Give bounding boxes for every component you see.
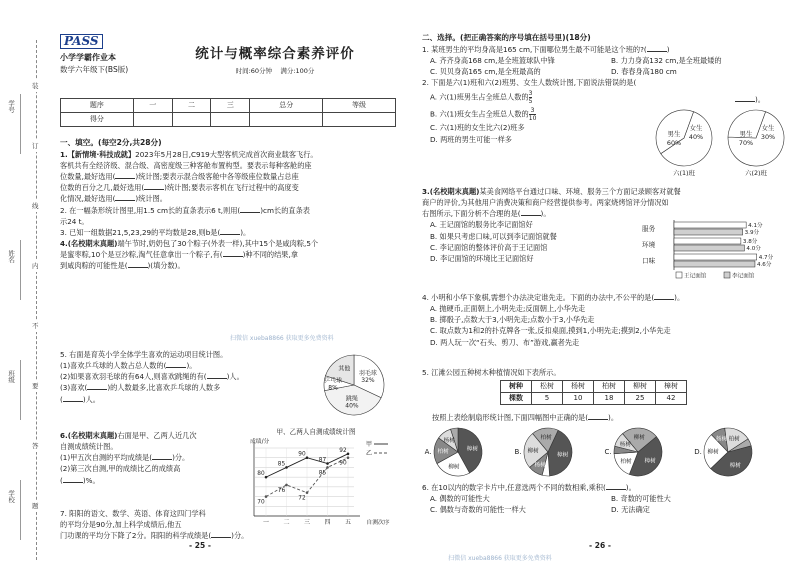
- x-tick-label: 四: [324, 519, 331, 526]
- question-text: )。: [674, 293, 685, 302]
- pie-label: 樟树: [729, 462, 741, 469]
- option-d[interactable]: D. 两人玩一次“石头、剪刀、布”游戏,赢者先走: [430, 337, 580, 347]
- bar-value-label: 4.7分: [758, 255, 774, 261]
- pie-value: 60%: [666, 139, 682, 147]
- y-axis-label: 成绩/分: [250, 439, 270, 445]
- question-text: 客机共有全经济级、混合级、高密度级三种客舱布置构型。要表示每种客舱的座: [60, 160, 312, 170]
- question-text: 5. 江滩公园五种树木种植情况如下表所示。: [422, 368, 561, 377]
- question-text: )统计图;要表示混合级客舱中各等级座位数量占总座: [135, 172, 299, 182]
- option-text: B. 六(1)班女生占全班总人数的: [430, 109, 529, 119]
- pie-title: 六(2)班: [745, 169, 767, 177]
- legend-swatch: [724, 272, 730, 278]
- option-a[interactable]: A. 王记面馆的服务比李记面馆好: [430, 220, 533, 230]
- option-label: C.: [604, 448, 612, 456]
- option-d[interactable]: D. 两班的男生可能一样多: [430, 134, 512, 144]
- tree-count-table: [500, 380, 687, 405]
- data-point: [265, 495, 268, 498]
- table-cell: 柏树: [594, 381, 625, 393]
- data-label: 85: [277, 461, 286, 468]
- pie-label: 柏树: [620, 458, 632, 465]
- score-entry-cell[interactable]: [211, 113, 250, 127]
- pie-label: 羽毛球: [358, 370, 377, 378]
- answer-blank[interactable]: [115, 172, 135, 179]
- legend-label: 王记面馆: [684, 273, 707, 280]
- bar-王记面馆: [674, 238, 741, 244]
- school-line[interactable]: [20, 480, 21, 540]
- pie-label: 柏树: [437, 449, 449, 456]
- data-point: [347, 453, 350, 456]
- table-cell: 5: [532, 393, 563, 405]
- pie-label: 乒乓球: [324, 377, 343, 385]
- score-table: [60, 98, 396, 127]
- question-7: [60, 508, 310, 541]
- answer-blank[interactable]: [647, 45, 667, 52]
- question-text: (1)甲五次自测的平均成绩是(: [60, 453, 153, 463]
- pie-label: 男生: [739, 130, 753, 138]
- question-text: 按照上表绘制扇形统计图,下面四幅图中正确的是(: [432, 413, 589, 422]
- pie-label: 杨树: [619, 442, 631, 449]
- answer-blank[interactable]: [144, 183, 164, 190]
- score-row-label: 得分: [61, 113, 134, 127]
- option-text: A. 六(1)班男生占全班总人数的: [430, 92, 529, 102]
- data-label: 76: [277, 487, 286, 494]
- question-text: )。: [240, 227, 251, 237]
- table-cell: 树种: [501, 381, 532, 393]
- x-tick-label: 五: [344, 519, 352, 526]
- question-text: 2. 下面是六(1)班和六(2)班男、女生人数统计图,下面说法错误的是(: [422, 78, 637, 88]
- category-label: 环境: [642, 241, 656, 249]
- answer-blank[interactable]: [63, 395, 83, 402]
- data-point: [347, 456, 350, 459]
- score-entry-cell[interactable]: [133, 113, 172, 127]
- seal-char: 要: [32, 380, 39, 392]
- score-header-cell: 一: [133, 99, 172, 113]
- score-header-cell: 等级: [323, 99, 396, 113]
- question-text: )统计图;要表示客机在飞行过程中的高度变: [164, 183, 299, 193]
- question-text: 3. 已知一组数据21,5,23,29的平均数是28,则b是(: [60, 227, 221, 237]
- answer-blank[interactable]: [87, 383, 107, 390]
- pie-label: 柏树: [728, 436, 740, 443]
- legend-label: 李记面馆: [732, 273, 755, 280]
- option-b[interactable]: B. 奇数的可能性大: [611, 494, 671, 504]
- question-text: 位数量,最好选用(: [60, 172, 116, 182]
- data-point: [285, 484, 288, 487]
- class-label: 班级: [7, 370, 16, 383]
- grade-edition: 数学六年级下(BS版): [60, 65, 129, 75]
- watermark: 扫微信 xueba8866 获取更多免费资料: [230, 335, 334, 342]
- pie-label: 杨树: [715, 436, 728, 443]
- question-text: 2. 在一幅条形统计图里,用1.5 cm长的直条表示6 t,则用(: [60, 205, 241, 215]
- question-tag: 4.(名校期末真题): [60, 239, 118, 249]
- option-c[interactable]: C. 偶数与奇数的可能性一样大: [430, 505, 526, 515]
- pie-value: 8%: [328, 384, 338, 392]
- legend-swatch: [676, 272, 682, 278]
- table-cell: 柳树: [625, 381, 656, 393]
- question-text: 位数的百分之几,最好选用(: [60, 183, 145, 193]
- pie-label: 女生: [761, 124, 775, 132]
- question-6: 6.(名校期末真题)右面是甲、乙两人近几次 自测成绩统计图。 (1)甲五次自测的平均成绩是( )分。 (2)第三次自测,甲的成绩比乙的成绩高 ( )%。: [60, 431, 197, 485]
- pie-value: 70%: [738, 139, 754, 147]
- seal-char: 线: [32, 200, 39, 212]
- score-header-row: [61, 99, 396, 113]
- question-text: 6. 在10以内的数字卡片中,任意选两个不同的数相乘,乘积(: [422, 483, 606, 492]
- question-text: (2)第三次自测,甲的成绩比乙的成绩高: [60, 464, 181, 474]
- bar-李记面馆: [674, 261, 755, 267]
- option-label: D.: [694, 448, 702, 456]
- answer-blank[interactable]: [521, 209, 541, 216]
- choice-question-1: [422, 44, 792, 77]
- score-entry-cell[interactable]: [250, 113, 323, 127]
- choice-question-4: [422, 292, 792, 348]
- question-text: )种不同的结果,拿: [242, 250, 298, 260]
- data-point: [326, 462, 329, 465]
- right-page: [400, 0, 800, 566]
- bar-李记面馆: [674, 245, 744, 251]
- fraction: [529, 90, 533, 105]
- pie-title: 六(1)班: [673, 169, 695, 177]
- pie-label: 樟树: [557, 452, 569, 459]
- question-text: )的人数最多,比喜欢乒乓球的人数多: [107, 383, 221, 393]
- question-text: 端午节时,奶奶包了30个粽子(外表一样),其中15个是咸肉粽,5个: [117, 239, 319, 249]
- option-b[interactable]: [422, 107, 642, 122]
- exam-info: [160, 66, 390, 76]
- legend-label: 乙: [366, 450, 373, 457]
- pass-logo: PASS: [60, 34, 103, 49]
- bar-value-label: 3.9分: [744, 230, 760, 236]
- table-cell: 棵数: [501, 393, 532, 405]
- question-4: [60, 238, 396, 271]
- table-cell: 18: [594, 393, 625, 405]
- pie-label: 樟树: [466, 446, 479, 453]
- question-text: 4. 小明和小华下象棋,需想个办法决定谁先走。下面的办法中,不公平的是(: [422, 293, 655, 302]
- full-score: 满分:100分: [280, 67, 315, 75]
- class-gender-pie-charts: [650, 106, 790, 178]
- pie-label: 柳树: [633, 435, 645, 442]
- question-text: 某美食网络平台通过口味、环境、服务三个方面记录顾客对就餐: [479, 187, 681, 196]
- question-text: )。: [625, 483, 636, 492]
- answer-blank[interactable]: [211, 531, 231, 538]
- pie-label: 柳树: [527, 448, 539, 455]
- answer-blank[interactable]: [223, 250, 243, 257]
- student-number-line[interactable]: [20, 94, 21, 154]
- student-number-label: 学号: [7, 100, 16, 113]
- score-entry-cell[interactable]: [323, 113, 396, 127]
- pie-label: 樟树: [644, 458, 656, 465]
- section-title: 二、选择。(把正确答案的序号填在括号里)(18分): [422, 33, 591, 42]
- question-text: 右图所示,下面分析不合理的是(: [422, 209, 521, 219]
- x-tick-label: 一: [262, 519, 270, 526]
- data-label: 87: [318, 457, 327, 464]
- bar-value-label: 4.0分: [746, 246, 761, 252]
- answer-blank[interactable]: [63, 476, 83, 483]
- answer-blank[interactable]: [654, 293, 674, 300]
- question-text: 门功课的平均分下降了2分。阳阳的科学成绩是(: [60, 531, 212, 541]
- bar-value-label: 4.6分: [756, 262, 772, 268]
- data-label: 80: [257, 471, 265, 478]
- choice-question-5-prompt: [432, 412, 792, 423]
- pie-value: 40%: [345, 402, 359, 410]
- fraction: [529, 107, 537, 122]
- data-label: 85: [318, 470, 327, 477]
- option-c[interactable]: C. 李记面馆的整体评价高于王记面馆: [430, 242, 548, 252]
- score-entry-row: [61, 113, 396, 127]
- pie-label: 杨树: [534, 462, 546, 469]
- question-text: )人。: [226, 372, 244, 382]
- answer-blank[interactable]: [128, 261, 148, 268]
- answer-paren-q2: [735, 94, 765, 105]
- sports-pie-chart: [316, 349, 392, 421]
- seal-char: 内: [32, 260, 39, 272]
- pie-label: 柏树: [540, 435, 552, 442]
- data-point: [265, 476, 268, 479]
- question-3: [60, 227, 396, 238]
- section-fill-blank: [60, 137, 396, 271]
- option-d[interactable]: D. 无法确定: [611, 505, 650, 515]
- answer-blank[interactable]: [606, 483, 626, 490]
- question-text: )cm长的直条表: [260, 205, 310, 215]
- question-text: 的平均分是90分,加上科学成绩后,他五: [60, 520, 182, 530]
- time-limit: 时间:60分钟: [235, 67, 273, 75]
- question-tag: 1.【新情境·科技成就】: [60, 149, 136, 159]
- question-text: (1)喜欢乒乓球的人数占总人数的(: [60, 361, 167, 371]
- option-a[interactable]: A. 齐齐身高168 cm,是全班篮球队中锋: [430, 55, 555, 65]
- option-c[interactable]: C. 六(1)班的女生比六(2)班多: [430, 123, 525, 133]
- seal-char: 装: [32, 80, 39, 92]
- bar-王记面馆: [674, 222, 746, 228]
- option-a[interactable]: A. 抛硬币,正面朝上,小明先走;反面朝上,小华先走: [430, 304, 586, 314]
- question-text: ): [666, 44, 670, 54]
- question-text: )分。: [231, 531, 249, 541]
- bar-value-label: 4.1分: [748, 223, 763, 229]
- category-label: 服务: [642, 225, 656, 233]
- option-label: B.: [514, 448, 522, 456]
- question-text: )。: [608, 413, 619, 422]
- option-a[interactable]: [422, 90, 642, 105]
- seal-char: 订: [32, 140, 39, 152]
- question-text: 示24 t。: [60, 216, 89, 226]
- question-5: 5. 右面是育英小学全体学生喜欢的运动项目统计图。 (1)喜欢乒乓球的人数占总人数的( )。 (2)如果喜欢羽毛球的有64人,则喜欢跳绳的有( )人。 (3)喜欢( )的人数最多,比喜欢乒乓球的人数多 ( )人。: [60, 350, 244, 404]
- section-title: 一、填空。(每空2分,共28分): [60, 138, 162, 147]
- pie-value: 30%: [760, 133, 776, 141]
- denominator: 5: [528, 98, 533, 106]
- seal-char: 题: [32, 500, 39, 512]
- bar-value-label: 3.8分: [742, 239, 758, 245]
- page-number-left: - 25 -: [189, 541, 211, 550]
- pie-label: 其他: [338, 365, 351, 373]
- question-text: )分。: [172, 453, 190, 463]
- seal-char: 不: [32, 320, 39, 332]
- option-b[interactable]: B. 掷骰子,点数大于3,小明先走;点数小于3,小华先走: [430, 315, 595, 325]
- legend-label: 甲: [366, 441, 373, 448]
- choice-question-6: [422, 482, 792, 515]
- answer-blank[interactable]: [735, 95, 755, 102]
- score-header-cell: 二: [172, 99, 211, 113]
- table-cell: 松树: [532, 381, 563, 393]
- data-point: [285, 466, 288, 469]
- table-cell: 25: [625, 393, 656, 405]
- answer-blank[interactable]: [588, 413, 608, 420]
- question-text: )人。: [82, 394, 100, 404]
- question-text: 右面是甲、乙两人近几次: [117, 431, 197, 440]
- question-text: 1. 某班男生的平均身高是165 cm,下面哪位男生最不可能是这个班的?(: [422, 44, 647, 54]
- question-text: 化情况,最好选用(: [60, 194, 116, 204]
- chart-title: 甲、乙两人自测成绩统计图: [276, 428, 356, 436]
- x-tick-label: 三: [303, 519, 311, 526]
- choice-question-5: [422, 367, 792, 378]
- pie-label: 跳绳: [345, 395, 358, 403]
- question-tag: 3.(名校期末真题): [422, 187, 480, 196]
- question-text: )(填分数)。: [147, 261, 185, 271]
- data-label: 72: [298, 495, 306, 502]
- page-number-right: - 26 -: [589, 541, 611, 550]
- option-b[interactable]: B. 如果只考虑口味,可以到李记面馆就餐: [430, 231, 557, 241]
- numerator: 3: [530, 107, 535, 115]
- pie-value: 40%: [688, 133, 704, 141]
- pie-label: 杨树: [443, 437, 455, 444]
- option-d[interactable]: D. 李记面馆的环境比王记面馆好: [430, 253, 534, 263]
- table-cell: 樟树: [656, 381, 687, 393]
- table-row: [501, 393, 687, 405]
- score-entry-cell[interactable]: [172, 113, 211, 127]
- pie-value: 32%: [361, 377, 375, 385]
- tree-pie-options: [424, 424, 794, 480]
- series-name: 小学学霸作业本: [60, 53, 116, 62]
- question-2: [60, 205, 396, 227]
- seal-dashed-line: [36, 40, 37, 560]
- table-cell: 10: [563, 393, 594, 405]
- denominator: 10: [528, 115, 537, 123]
- answer-blank[interactable]: [115, 194, 135, 201]
- data-point: [326, 466, 329, 469]
- category-label: 口味: [642, 257, 656, 265]
- question-text: 自测成绩统计图。: [60, 442, 118, 452]
- table-cell: 杨树: [563, 381, 594, 393]
- option-b[interactable]: B. 力力身高132 cm,是全班最矮的: [611, 55, 722, 65]
- question-text: 7. 阳阳的语文、数学、英语、体育这四门学科: [60, 509, 206, 518]
- pie-label: 柳树: [707, 449, 719, 456]
- data-point: [306, 491, 309, 494]
- question-text: (3)喜欢(: [60, 383, 88, 393]
- answer-blank[interactable]: [207, 372, 227, 379]
- school-label: 学校: [7, 490, 16, 503]
- answer-blank[interactable]: [240, 206, 260, 213]
- x-tick-label: 二: [283, 519, 290, 526]
- numerator: 3: [528, 90, 533, 98]
- data-label: 90: [339, 460, 347, 467]
- brand-block: [60, 34, 152, 90]
- bar-王记面馆: [674, 254, 757, 260]
- seal-char: 答: [32, 440, 39, 452]
- score-header-cell: 题序: [61, 99, 134, 113]
- question-1: [60, 149, 396, 205]
- choice-question-2: [422, 77, 642, 144]
- pie-label: 男生: [667, 130, 681, 138]
- question-text: 到咸肉粽的可能性是(: [60, 261, 128, 271]
- score-header-cell: 总分: [250, 99, 323, 113]
- binding-strip: [6, 40, 46, 560]
- question-text: )。: [540, 209, 551, 219]
- question-text: 5. 右面是育英小学全体学生喜欢的运动项目统计图。: [60, 350, 228, 359]
- watermark: 扫微信 xueba8866 获取更多免费资料: [448, 555, 552, 562]
- pie-label: 柳树: [448, 464, 460, 471]
- data-label: 90: [298, 451, 306, 458]
- name-line[interactable]: [20, 240, 21, 300]
- question-text: )统计图。: [135, 194, 167, 204]
- question-text: (2)如果喜欢羽毛球的有64人,则喜欢跳绳的有(: [60, 372, 207, 382]
- bar-李记面馆: [674, 229, 743, 235]
- name-label: 姓名: [7, 250, 16, 263]
- question-text: 2023年5月28日,C919大型客机完成首次商业载客飞行。: [135, 149, 318, 159]
- question-text: 商户的评价,为其他用户消费决策和商户经营提供参考。两家烧烤馆评分情况如: [422, 198, 669, 208]
- answer-blank[interactable]: [166, 361, 186, 368]
- data-label: 70: [257, 499, 265, 506]
- option-c[interactable]: C. 取点数为1和2的扑克牌各一张,反扣桌面,摸到1,小明先走;摸到2,小华先走: [430, 326, 671, 336]
- restaurant-rating-bar-chart: [640, 218, 792, 282]
- option-label: A.: [424, 448, 432, 456]
- data-label: 92: [339, 447, 347, 454]
- question-text: )。: [755, 95, 765, 104]
- x-axis-label: 自测次序: [366, 520, 390, 526]
- class-line[interactable]: [20, 360, 21, 420]
- data-point: [306, 456, 309, 459]
- table-cell: 42: [656, 393, 687, 405]
- page-title: 统计与概率综合素养评价: [195, 46, 355, 62]
- question-text: )%。: [82, 475, 100, 485]
- question-text: )。: [186, 361, 197, 371]
- option-c[interactable]: C. 贝贝身高165 cm,是全班最高的: [430, 67, 541, 77]
- answer-blank[interactable]: [220, 228, 240, 235]
- option-d[interactable]: D. 春春身高180 cm: [611, 67, 677, 77]
- score-header-cell: 三: [211, 99, 250, 113]
- table-row: [501, 381, 687, 393]
- option-a[interactable]: A. 偶数的可能性大: [430, 494, 490, 504]
- question-text: 是蜜枣粽,10个是豆沙粽,淘气任意拿出一个粽子,有(: [60, 250, 223, 260]
- answer-blank[interactable]: [152, 453, 172, 460]
- pie-label: 女生: [689, 124, 703, 132]
- question-tag: 6.(名校期末真题): [60, 431, 118, 440]
